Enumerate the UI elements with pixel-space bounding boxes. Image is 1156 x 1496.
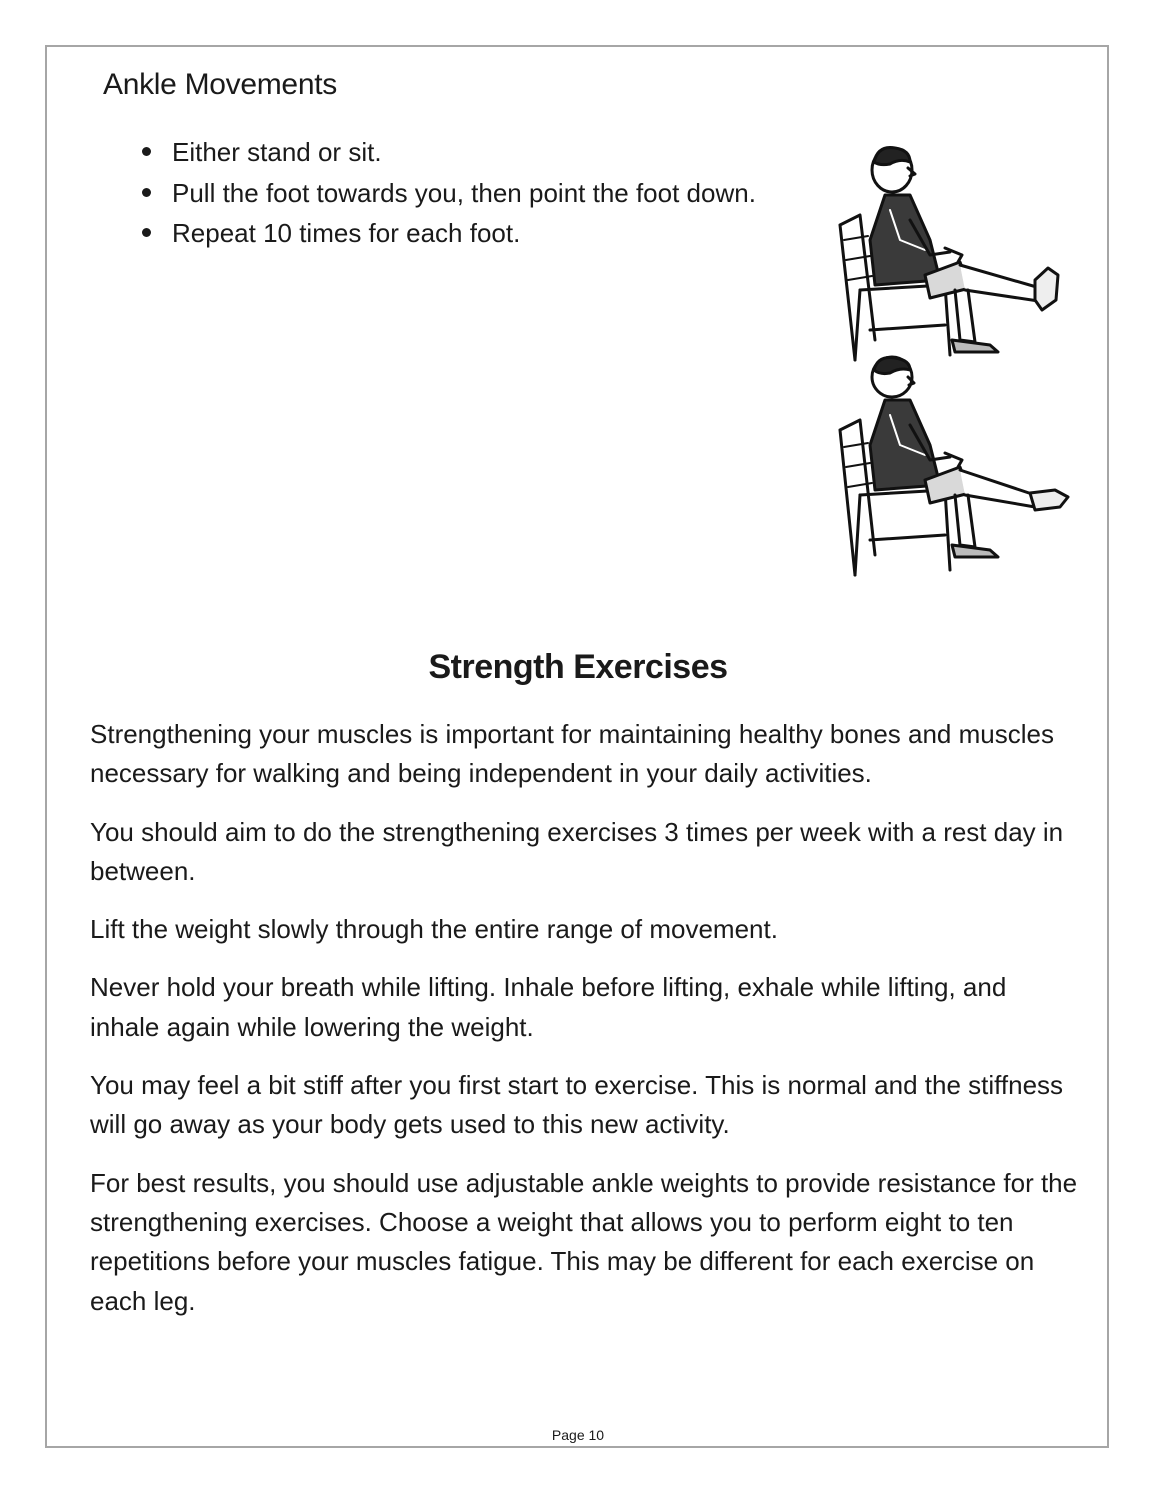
- paragraph: Never hold your breath while lifting. Inhale before lifting, exhale while lifting, and inhale again while lowering the weight.: [90, 972, 1007, 1042]
- seated-ankle-flex-illustration: [830, 140, 1075, 365]
- bullet-icon: [142, 188, 151, 197]
- paragraph: You may feel a bit stiff after you first start to exercise. This is normal and the stiffness will go away as your body gets used to this new activity.: [90, 1070, 1064, 1140]
- paragraph: For best results, you should use adjustable ankle weights to provide resistance for the strengthening exercises. Choose a weight that allows you to perform eight to ten repetitions before your muscles fatigue. This may be different for each exercise on each leg.: [90, 1167, 1078, 1316]
- seated-ankle-point-illustration: [830, 355, 1075, 580]
- list-item: Repeat 10 times for each foot.: [140, 213, 756, 254]
- strength-exercises-heading: Strength Exercises: [428, 648, 728, 686]
- ankle-instructions-list: [140, 132, 756, 254]
- bullet-icon: [142, 228, 151, 237]
- paragraph: Strengthening your muscles is important for maintaining healthy bones and muscles necessary for walking and being independent in your daily activities.: [90, 719, 1054, 789]
- ankle-movements-heading: Ankle Movements: [103, 68, 337, 101]
- paragraph: You should aim to do the strengthening exercises 3 times per week with a rest day in between.: [90, 816, 1064, 886]
- strength-body-text: [90, 715, 1080, 1340]
- page-number: Page 10: [551, 1427, 605, 1443]
- paragraph: Lift the weight slowly through the entire range of movement.: [90, 914, 778, 945]
- bullet-icon: [142, 147, 151, 156]
- list-item: Either stand or sit.: [140, 132, 756, 173]
- list-item: Pull the foot towards you, then point the foot down.: [140, 173, 756, 214]
